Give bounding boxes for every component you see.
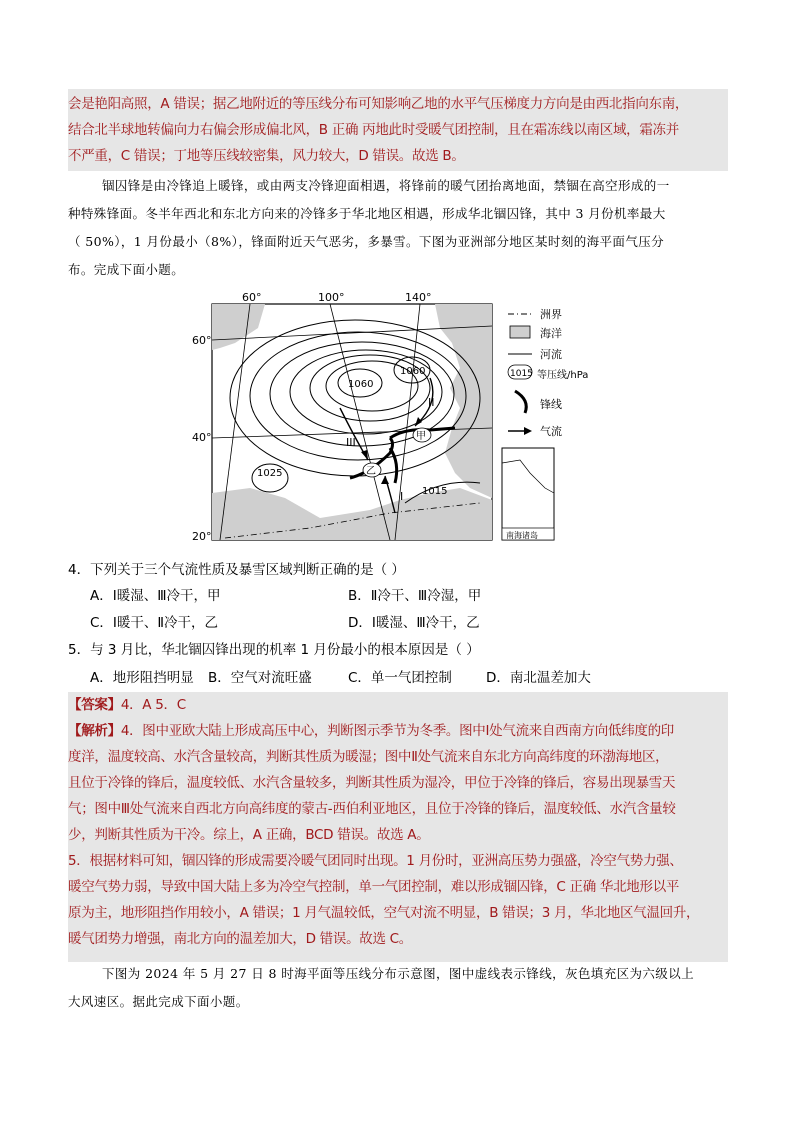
q4-option-d: D．Ⅰ暖湿、Ⅲ冷干，乙	[348, 615, 480, 631]
answer-tag: 【答案】	[68, 697, 121, 713]
place-label-yi: 乙	[366, 466, 376, 477]
q5-option-a: A．地形阻挡明显	[90, 670, 194, 686]
question-4-stem: 4．下列关于三个气流性质及暴雪区域判断正确的是（ ）	[68, 562, 405, 578]
q4-option-a: A．Ⅰ暖湿、Ⅲ冷干，甲	[90, 588, 221, 604]
lat-label-20: 20°	[192, 530, 212, 543]
analysis-line-4: 气；图中Ⅲ处气流来自西北方向高纬度的蒙古-西伯利亚地区，且位于冷锋的锋后，温度较低、水汽含量较	[68, 801, 676, 817]
pressure-map-figure	[190, 288, 610, 546]
analysis-line-5: 少，判断其性质为干冷。综上，A 正确，BCD 错误。故选 A。	[68, 827, 430, 843]
isobar-label: 1025	[257, 468, 283, 479]
airflow-label-III: III	[346, 436, 356, 449]
previous-analysis-line-3: 不严重，C 错误；丁地等压线较密集，风力较大，D 错误。故选 B。	[68, 148, 465, 164]
q5-option-d: D．南北温差加大	[486, 670, 591, 686]
answer-line	[68, 692, 728, 718]
legend-label-river: 河流	[540, 348, 562, 361]
lon-label-100: 100°	[318, 291, 345, 304]
legend-label-airflow: 气流	[540, 425, 562, 438]
legend-label-isobar: 等压线/hPa	[537, 370, 589, 381]
intro-line-2: 种特殊锋面。冬半年西北和东北方向来的冷锋多于华北地区相遇，形成华北锢囚锋，其中 3 月份机率最大	[68, 206, 666, 221]
isobar-label: 1060	[400, 366, 426, 377]
lat-label-60: 60°	[192, 334, 212, 347]
analysis-line-3: 且位于冷锋的锋后，温度较低、水汽含量较多，判断其性质为湿冷，甲位于冷锋的锋后，容易出现暴雪天	[68, 775, 676, 791]
intro-line-4: 布。完成下面小题。	[68, 262, 185, 277]
legend-label-boundary: 洲界	[540, 308, 562, 321]
lon-label-140: 140°	[405, 291, 432, 304]
airflow-label-II: II	[428, 396, 435, 409]
previous-analysis-line-1: 会是艳阳高照，A 错误；据乙地附近的等压线分布可知影响乙地的水平气压梯度力方向是由西北指向东南，	[68, 96, 689, 112]
map-legend	[508, 308, 588, 438]
answer-text: 4．A 5．C	[120, 697, 186, 713]
question-5-stem: 5．与 3 月比，华北锢囚锋出现的机率 1 月份最小的根本原因是（ ）	[68, 642, 480, 658]
previous-analysis-box	[68, 89, 728, 171]
q4-option-b: B．Ⅱ冷干、Ⅲ冷湿，甲	[348, 588, 482, 604]
analysis-line-7: 暖空气势力弱，导致中国大陆上多为冷空气控制，单一气团控制，难以形成锢囚锋，C 正确 华北地形以平	[68, 879, 680, 895]
legend-isobar-sample: 1015	[510, 369, 533, 379]
lat-label-40: 40°	[192, 431, 212, 444]
intro-line-3: （ 50%），1 月份最小（8%），锋面附近天气恶劣，多暴雪。下图为亚洲部分地区某时刻的海平面气压分	[68, 234, 665, 249]
analysis-line-2: 度洋，温度较高、水汽含量较高，判断其性质为暖湿；图中Ⅱ处气流来自东北方向高纬度的环渤海地区，	[68, 749, 669, 765]
next-intro-line-2: 大风速区。据此完成下面小题。	[68, 994, 249, 1009]
inset-label: 南海诸岛	[506, 531, 538, 540]
analysis-tag: 【解析】	[68, 723, 121, 739]
q5-option-b: B．空气对流旺盛	[208, 670, 312, 686]
answer-analysis-box	[68, 692, 728, 962]
next-material-intro	[68, 960, 728, 1016]
legend-label-front: 锋线	[540, 398, 562, 411]
airflow-label-I: I	[400, 490, 404, 503]
analysis-line-9: 暖气团势力增强，南北方向的温差加大，D 错误。故选 C。	[68, 931, 413, 947]
q5-option-c: C．单一气团控制	[348, 670, 452, 686]
place-label-jia: 甲	[416, 431, 426, 442]
legend-label-ocean: 海洋	[540, 327, 562, 340]
previous-analysis-line-2: 结合北半球地转偏向力右偏会形成偏北风，B 正确 丙地此时受暖气团控制，且在霜冻线以南区域，霜冻并	[68, 122, 679, 138]
analysis-line-6: 5．根据材料可知，锢囚锋的形成需要冷暖气团同时出现。1 月份时，亚洲高压势力强盛，冷空气势力强、	[68, 853, 683, 869]
analysis-line-8: 原为主，地形阻挡作用较小，A 错误；1 月气温较低，空气对流不明显，B 错误；3 月，华北地区气温回升，	[68, 905, 700, 921]
intro-line-1: 锢囚锋是由冷锋追上暖锋，或由两支冷锋迎面相遇，将锋前的暖气团抬离地面，禁锢在高空形成的一	[102, 178, 670, 193]
analysis-line-1: 【解析】4．图中亚欧大陆上形成高压中心，判断图示季节为冬季。图中Ⅰ处气流来自西南方向低纬度的印	[68, 723, 674, 739]
next-intro-line-1: 下图为 2024 年 5 月 27 日 8 时海平面等压线分布示意图，图中虚线表示锋线，灰色填充区为六级以上	[102, 966, 695, 981]
lon-label-60: 60°	[242, 291, 262, 304]
isobar-label: 1060	[348, 379, 374, 390]
q4-option-c: C．Ⅰ暖干、Ⅱ冷干，乙	[90, 615, 219, 631]
material-intro	[68, 172, 728, 284]
isobar-label: 1015	[422, 486, 448, 497]
